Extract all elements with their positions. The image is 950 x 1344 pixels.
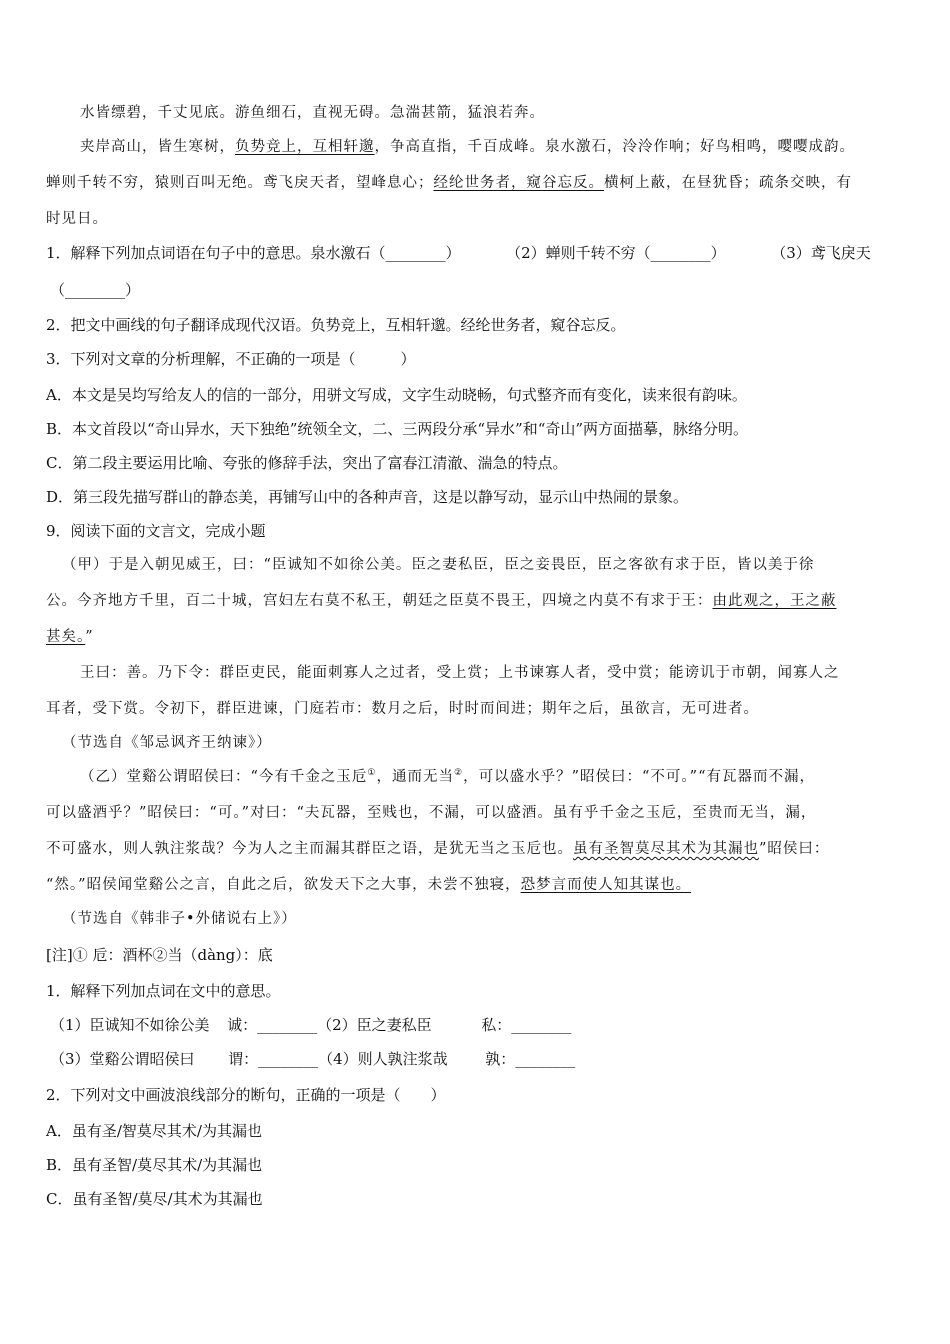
option-b: B．本文首段以“奇山异水，天下独绝”统领全文，二、三两段分承“异水”和“奇山”两方面描摹，脉络分明。 — [46, 420, 749, 438]
underlined-sentence: 经纶世务者，窥谷忘反。 — [433, 175, 604, 191]
footnote-mark: ① — [367, 768, 377, 779]
passage-text: ，争高直指，千百成峰。泉水激石，泠泠作响；好鸟相鸣，嘤嘤成韵。 — [374, 139, 855, 155]
annotation-note: [注]① 卮：酒杯②当（dàng）：底 — [46, 946, 273, 964]
passage-text: ，通而无当 — [376, 769, 454, 785]
option-a: A．本文是吴均写给友人的信的一部分，用骈文写成，文字生动晓畅，句式整齐而有变化，读来很有韵味。 — [46, 386, 747, 404]
sub-question-row — [50, 1049, 575, 1069]
sub-question-1-stem: 1．解释下列加点词在文中的意思。 — [46, 982, 281, 1000]
option-b: B．虽有圣智/莫尽其术/为其漏也 — [46, 1156, 263, 1174]
passage-text: 蝉则千转不穷，猿则百叫无绝。鸢飞戾天者，望峰息心； — [46, 175, 434, 191]
sub-question-row — [50, 1015, 571, 1035]
question-text: 1．解释下列加点词语在句子中的意思。泉水激石（________） — [46, 244, 461, 262]
sub-question-2-stem: 2．下列对文中画波浪线部分的断句，正确的一项是（ ） — [46, 1086, 446, 1104]
passage-text: 不可盛水，则人孰注浆哉？今为人之主而漏其群臣之语，是犹无当之玉卮也。 — [46, 841, 573, 857]
passage-text: ” — [85, 629, 94, 645]
footnote-mark: ② — [454, 768, 464, 779]
passage-text: 横柯上蔽，在昼犹昏；疏条交映，有 — [604, 175, 852, 191]
passage-source: （节选自《韩非子•外储说右上》） — [62, 911, 297, 927]
option-d: D．第三段先描写群山的静态美，再铺写山中的各种声音，这是以静写动，显示山中热闹的景象。 — [46, 488, 689, 506]
passage-line — [80, 137, 855, 157]
passage-jia-line: （甲）于是入朝见威王，曰：“臣诚知不如徐公美。臣之妻私臣，臣之妾畏臣，臣之客欲有求于臣，皆以美于徐 — [62, 557, 815, 573]
question-part: （1）臣诚知不如徐公美 — [50, 1016, 210, 1034]
question-part: （________） — [50, 281, 141, 299]
underlined-sentence: 恐梦言而使人知其谋也。 — [520, 877, 692, 893]
question-part: （3）堂谿公谓昭侯曰 — [50, 1050, 195, 1068]
passage-line: 时见日。 — [46, 211, 108, 227]
passage-jia-line — [46, 591, 837, 611]
underlined-sentence: 由此观之，王之蔽 — [712, 593, 837, 609]
passage-line: 水皆缥碧，千丈见底。游鱼细石，直视无碍。急湍甚箭，猛浪若奔。 — [80, 105, 545, 121]
passage-yi-line — [46, 875, 691, 895]
question-part: 诚：________（2）臣之妻私臣 — [227, 1016, 432, 1034]
question-part: （3）鸢飞戾天 — [771, 244, 871, 262]
passage-jia-line: 耳者，受下赏。令初下，群臣进谏，门庭若市：数月之后，时时而间进；期年之后，虽欲言，无可进者。 — [46, 701, 759, 717]
passage-yi-line — [80, 767, 815, 787]
question-part: （2）蝉则千转不穷（________） — [506, 244, 726, 262]
question-2: 2．把文中画线的句子翻译成现代汉语。负势竞上，互相轩邈。经纶世务者，窥谷忘反。 — [46, 316, 626, 334]
passage-jia-line: 王曰：善。乃下令：群臣吏民，能面刺寡人之过者，受上赏；上书谏寡人者，受中赏；能谤讥于市朝，闻寡人之 — [80, 665, 840, 681]
passage-text: 夹岸高山，皆生寒树， — [80, 139, 235, 155]
passage-text: ”昭侯曰： — [759, 841, 830, 857]
question-3-stem: 3．下列对文章的分析理解，不正确的一项是（ ） — [46, 350, 416, 368]
passage-jia-line — [46, 627, 94, 647]
passage-text: （乙）堂谿公谓昭侯曰：“今有千金之玉卮 — [80, 769, 368, 785]
option-c: C．虽有圣智/莫尽/其术为其漏也 — [46, 1190, 263, 1208]
passage-line — [46, 173, 852, 193]
question-1 — [46, 243, 871, 263]
option-c: C．第二段主要运用比喻、夸张的修辞手法，突出了富春江清澈、湍急的特点。 — [46, 454, 568, 472]
underlined-sentence: 负势竞上，互相轩邈 — [235, 139, 375, 155]
question-part: 私：________ — [481, 1016, 572, 1034]
passage-text: “然。”昭侯闻堂谿公之言，自此之后，欲发天下之大事，未尝不独寝， — [46, 877, 521, 893]
underlined-sentence: 甚矣。 — [46, 629, 86, 645]
passage-source: （节选自《邹忌讽齐王纳谏》） — [62, 735, 272, 751]
passage-text: 公。今齐地方千里，百二十城，宫妇左右莫不私王，朝廷之臣莫不畏王，四境之内莫不有求于王： — [46, 593, 713, 609]
passage-yi-line — [46, 839, 829, 859]
option-a: A．虽有圣/智莫尽其术/为其漏也 — [46, 1122, 262, 1140]
question-part: 谓：________（4）则人孰注浆哉 — [228, 1050, 448, 1068]
wavy-underlined-sentence: 虽有圣智莫尽其术为其漏也 — [573, 841, 759, 857]
question-part: 孰：________ — [485, 1050, 576, 1068]
question-9-title: 9．阅读下面的文言文，完成小题 — [46, 522, 266, 540]
passage-yi-line: 可以盛酒乎？”昭侯曰：“可。”对曰：“夫瓦器，至贱也，不漏，可以盛酒。虽有乎千金之玉卮，至贵而无当，漏， — [46, 805, 817, 821]
passage-text: ，可以盛水乎？”昭侯曰：“不可。”“有瓦器而不漏， — [463, 769, 815, 785]
